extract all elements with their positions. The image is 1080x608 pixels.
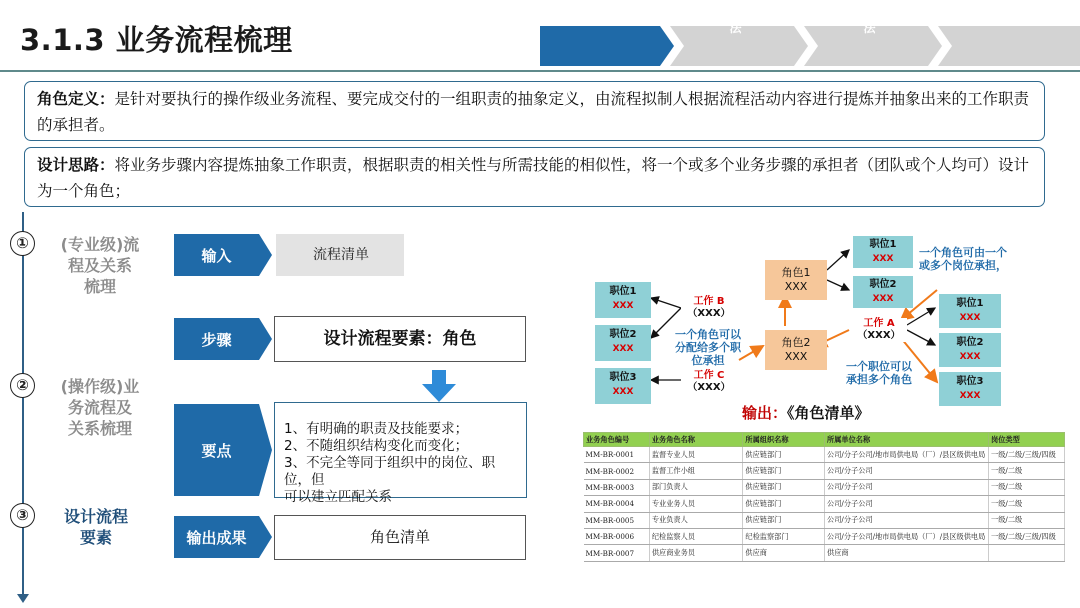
role-2: 角色2 XXX — [765, 330, 827, 370]
timeline-line — [22, 212, 24, 600]
output-title-prefix: 输出： — [742, 404, 788, 422]
work-a: 工作 A （XXX） — [851, 318, 907, 342]
table-cell: 一级/二级 — [989, 463, 1065, 479]
step-value: 设计流程要素：角色 — [274, 316, 526, 362]
table-cell: 供应链部门 — [743, 512, 825, 528]
note-role-by-positions: 一个角色可由一个或多个岗位承担， — [919, 246, 1007, 272]
left-position-1: 职位1 XXX — [595, 282, 651, 318]
work-b: 工作 B （XXX） — [681, 296, 737, 320]
key-point-3-cont: 可以建立匹配关系 — [284, 489, 392, 505]
col-header-unit: 所属单位名称 — [825, 433, 989, 447]
note-position-multi-roles: 一个职位可以承担多个角色 — [846, 360, 912, 386]
table-cell — [989, 545, 1065, 561]
step-business-arch[interactable]: 业务架构设计方法 — [554, 12, 651, 27]
note-role-multi-positions: 一个角色可以分配给多个职位承担 — [675, 328, 741, 367]
work-c: 工作 C （XXX） — [681, 370, 737, 394]
table-row — [584, 512, 1065, 528]
output-title — [742, 402, 870, 423]
table-cell: 供应商 — [743, 545, 825, 561]
table-cell: MM-BR-0002 — [584, 463, 650, 479]
stage-2-line1: (操作级)业 — [60, 377, 140, 396]
table-row — [584, 528, 1065, 544]
stage-number-2: ② — [10, 373, 35, 398]
step-label: 步骤 — [174, 318, 259, 360]
stage-number-1: ① — [10, 231, 35, 256]
table-row — [584, 496, 1065, 512]
title-divider — [0, 70, 1080, 72]
role-1: 角色1 XXX — [765, 260, 827, 300]
table-cell: 监督工作小组 — [649, 463, 743, 479]
role-definition-text: 是针对要执行的操作级业务流程、要完成交付的一组职责的抽象定义，由流程拟制人根据流程活动内容进行提炼并抽象出来的工作职责的承担者。 — [37, 90, 1030, 134]
left-position-2: 职位2 XXX — [595, 325, 651, 361]
stage-2-label — [50, 376, 150, 439]
table-row — [584, 545, 1065, 561]
table-row — [584, 447, 1065, 463]
stage-3-label — [50, 506, 142, 548]
table-cell: 公司/分子公司/地市局供电局（厂）/县区级供电局 — [825, 528, 989, 544]
table-cell: 一级/二级/三级/四级 — [989, 528, 1065, 544]
table-cell: 一级/二级 — [989, 512, 1065, 528]
table-cell: 供应商业务员 — [649, 545, 743, 561]
role-diagram — [585, 230, 1025, 430]
stage-3-line2: 要素 — [79, 528, 112, 547]
table-cell: MM-BR-0005 — [584, 512, 650, 528]
table-cell: 公司/分子公司 — [825, 496, 989, 512]
table-cell: MM-BR-0004 — [584, 496, 650, 512]
table-cell: 监督专业人员 — [649, 447, 743, 463]
down-arrow-icon — [422, 370, 456, 402]
col-header-role-id: 业务角色编号 — [584, 433, 650, 447]
table-row — [584, 463, 1065, 479]
table-cell: 供应链部门 — [743, 463, 825, 479]
table-row — [584, 479, 1065, 495]
stage-1-line3: 梳理 — [83, 277, 116, 296]
stage-1-line1: (专业级)流 — [60, 235, 140, 254]
step-tech-arch[interactable]: 技术架构设计方法 — [958, 12, 1055, 27]
table-cell: MM-BR-0001 — [584, 447, 650, 463]
col-header-post-type: 岗位类型 — [989, 433, 1065, 447]
table-cell: 部门负责人 — [649, 479, 743, 495]
right-position-3: 职位3 XXX — [939, 372, 1001, 406]
stage-3-line1: 设计流程 — [63, 507, 128, 526]
key-point-1: 1、有明确的职责及技能要求； — [284, 421, 469, 437]
col-header-role-name: 业务角色名称 — [649, 433, 743, 447]
page-title: 3.1.3 业务流程梳理 — [20, 23, 293, 57]
table-cell: 纪检监察部门 — [743, 528, 825, 544]
timeline-arrow-head — [17, 594, 29, 603]
stage-2-line3: 关系梳理 — [67, 419, 132, 438]
key-points-box — [274, 402, 527, 505]
input-label: 输入 — [174, 234, 259, 276]
table-cell: 公司/分子公司 — [825, 512, 989, 528]
table-cell: 专业业务人员 — [649, 496, 743, 512]
key-points-label: 要点 — [174, 404, 259, 496]
table-cell: MM-BR-0007 — [584, 545, 650, 561]
table-cell: MM-BR-0003 — [584, 479, 650, 495]
table-cell: 供应商 — [825, 545, 989, 561]
stage-2-line2: 务流程及 — [67, 398, 132, 417]
input-value: 流程清单 — [276, 234, 404, 276]
table-cell: 供应链部门 — [743, 496, 825, 512]
stage-number-3: ③ — [10, 503, 35, 528]
top-position-2: 职位2 XXX — [853, 276, 913, 308]
stage-1-line2: 程及关系 — [67, 256, 132, 275]
output-value: 角色清单 — [274, 515, 526, 560]
stage-1-label — [50, 234, 150, 297]
col-header-org: 所属组织名称 — [743, 433, 825, 447]
table-header-row — [584, 433, 1065, 447]
top-position-1: 职位1 XXX — [853, 236, 913, 268]
output-title-text: 《角色清单》 — [787, 404, 870, 422]
right-position-1: 职位1 XXX — [939, 294, 1001, 328]
table-cell: 供应链部门 — [743, 479, 825, 495]
role-list-table — [583, 432, 1065, 562]
table-cell: 公司/分子公司 — [825, 479, 989, 495]
table-cell: 一级/二级 — [989, 479, 1065, 495]
design-idea-text: 将业务步骤内容提炼抽象工作职责，根据职责的相关性与所需技能的相似性，将一个或多个业务步骤的承担者（团队或个人均可）设计为一个角色； — [37, 156, 1030, 200]
table-cell: 一级/二级 — [989, 496, 1065, 512]
table-cell: 公司/分子公司 — [825, 463, 989, 479]
role-definition-box — [24, 81, 1045, 141]
table-cell: 纪检监察人员 — [649, 528, 743, 544]
step-data-arch[interactable]: 数据架构设计方法 — [693, 4, 778, 35]
left-position-3: 职位3 XXX — [595, 368, 651, 404]
design-idea-box — [24, 147, 1045, 207]
table-cell: 专业负责人 — [649, 512, 743, 528]
role-definition-label: 角色定义： — [37, 90, 115, 108]
table-cell: MM-BR-0006 — [584, 528, 650, 544]
table-cell: 公司/分子公司/地市局供电局（厂）/县区级供电局 — [825, 447, 989, 463]
key-point-3: 3、不完全等同于组织中的岗位、职位，但 — [284, 455, 496, 488]
key-point-2: 2、不随组织结构变化而变化； — [284, 438, 469, 454]
design-idea-label: 设计思路： — [37, 156, 115, 174]
output-label: 输出成果 — [174, 516, 259, 558]
step-app-arch[interactable]: 应用架构设计方法 — [827, 4, 912, 35]
table-cell: 一级/二级/三级/四级 — [989, 447, 1065, 463]
right-position-2: 职位2 XXX — [939, 333, 1001, 367]
table-cell: 供应链部门 — [743, 447, 825, 463]
